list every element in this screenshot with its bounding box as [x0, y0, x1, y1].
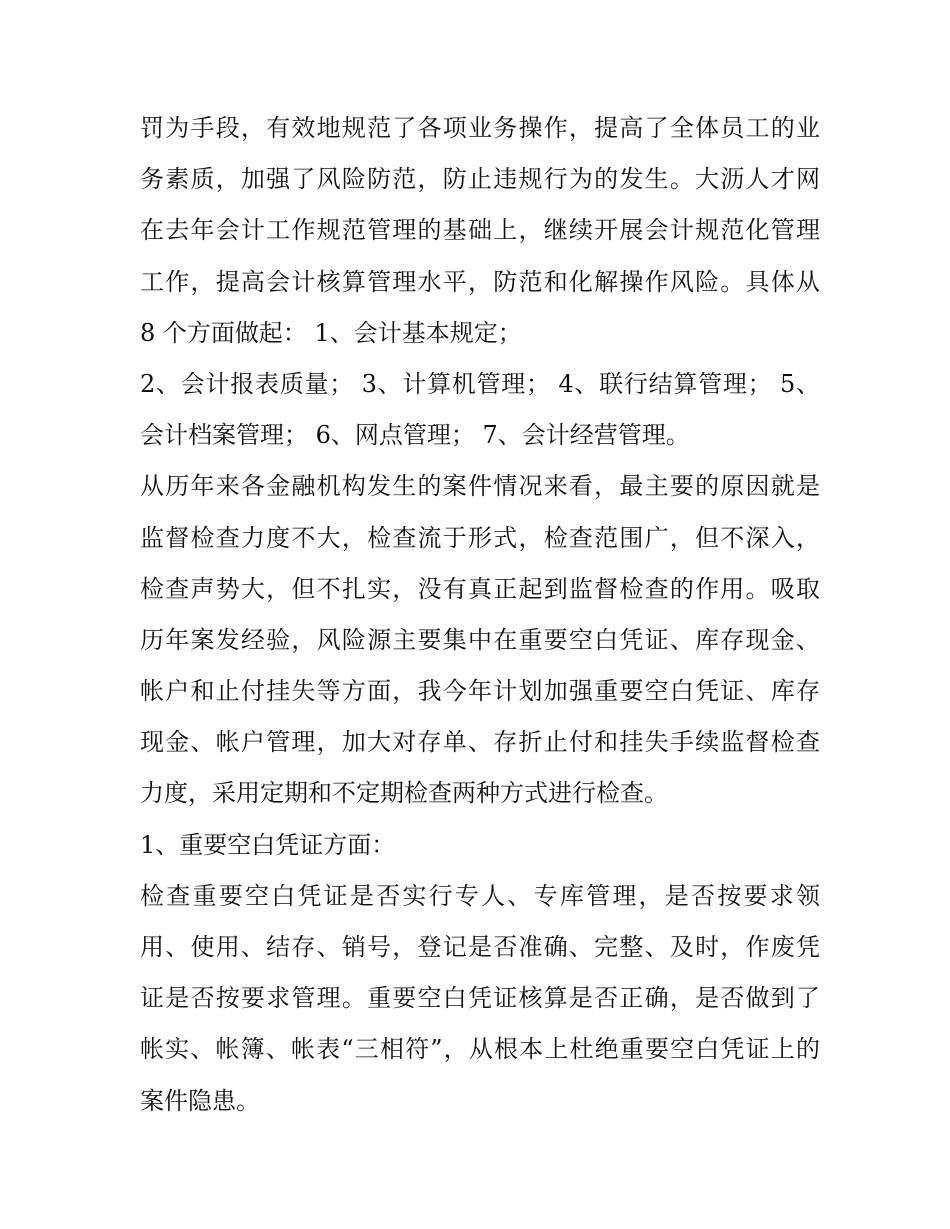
text-line: 会计档案管理； 6、网点管理； 7、会计经营管理。: [140, 421, 690, 450]
text-line: 现金、帐户管理，加大对存单、存折止付和挂失手续监督检查: [140, 728, 820, 757]
text-line: 检查声势大，但不扎实，没有真正起到监督检查的作用。吸取: [140, 574, 820, 603]
section-heading: 1、重要空白凭证方面：: [140, 830, 396, 859]
text-line: 案件隐患。: [140, 1086, 260, 1115]
text-line: 监督检查力度不大，检查流于形式，检查范围广，但不深入，: [140, 523, 820, 552]
text-line: 8 个方面做起： 1、会计基本规定；: [140, 318, 522, 347]
text-line: 罚为手段，有效地规范了各项业务操作，提高了全体员工的业: [140, 114, 820, 142]
text-line: 务素质，加强了风险防范，防止违规行为的发生。大沥人才网: [140, 165, 820, 194]
text-line: 历年案发经验，风险源主要集中在重要空白凭证、库存现金、: [140, 625, 820, 654]
text-line: 帐户和止付挂失等方面，我今年计划加强重要空白凭证、库存: [140, 677, 820, 706]
text-line: 2、会计报表质量； 3、计算机管理； 4、联行结算管理； 5、: [140, 369, 820, 398]
text-line: 证是否按要求管理。重要空白凭证核算是否正确，是否做到了: [140, 984, 820, 1013]
text-line: 帐实、帐簿、帐表“三相符”，从根本上杜绝重要空白凭证上的: [140, 1035, 820, 1064]
text-line: 工作，提高会计核算管理水平，防范和化解操作风险。具体从: [140, 267, 820, 296]
text-line: 检查重要空白凭证是否实行专人、专库管理，是否按要求领: [140, 881, 820, 910]
text-line: 从历年来各金融机构发生的案件情况来看，最主要的原因就是: [140, 472, 820, 501]
text-line: 用、使用、结存、销号，登记是否准确、完整、及时，作废凭: [140, 933, 820, 961]
text-line: 在去年会计工作规范管理的基础上，继续开展会计规范化管理: [140, 216, 820, 245]
text-line: 力度，采用定期和不定期检查两种方式进行检查。: [140, 779, 668, 808]
body-text: [140, 103, 820, 1127]
